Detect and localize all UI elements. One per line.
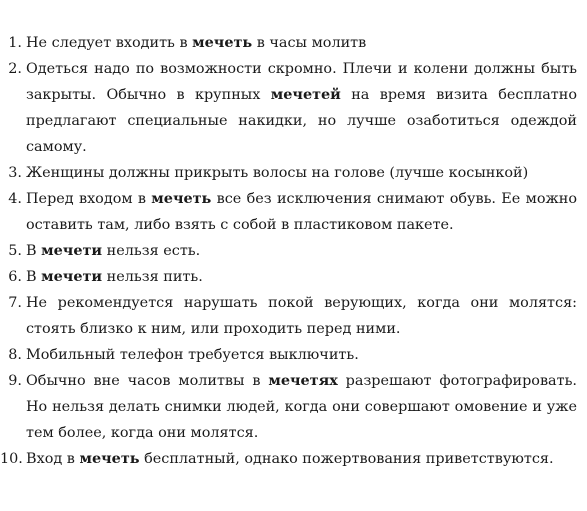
rule-text — [26, 191, 577, 233]
rule-keyword: мечеть — [151, 190, 212, 207]
rule-item — [0, 30, 587, 56]
rule-text — [26, 35, 366, 51]
rule-fragment: Не следует входить в — [26, 35, 193, 51]
rule-text — [26, 347, 359, 363]
mosque-rules-list — [0, 30, 587, 472]
rule-number: 2. — [8, 61, 22, 77]
rule-text — [26, 295, 577, 337]
rule-text — [26, 451, 554, 467]
rule-number: 6. — [8, 269, 22, 285]
rule-text — [26, 269, 203, 285]
rule-item — [0, 56, 587, 160]
rule-text — [26, 61, 577, 155]
rule-keyword: мечетей — [270, 86, 341, 103]
rule-item — [0, 446, 587, 472]
rule-number: 1. — [8, 35, 22, 51]
rule-item — [0, 160, 587, 186]
rule-keyword: мечети — [41, 242, 103, 259]
rule-number: 4. — [8, 191, 22, 207]
rule-number: 5. — [8, 243, 22, 259]
rule-fragment: все без исключения снимают обувь. Ее можно оставить там, либо взять с собой в пластиковом пакете. — [26, 191, 577, 233]
rule-fragment: Одеться надо по возможности скромно. Плечи и колени должны быть закрыты. Обычно в крупных — [26, 61, 577, 103]
rule-keyword: мечеть — [79, 450, 140, 467]
rule-fragment: Обычно вне часов молитвы в — [26, 373, 269, 389]
rule-item — [0, 238, 587, 264]
rule-fragment: бесплатный, однако пожертвования приветствуются. — [139, 451, 554, 467]
rule-text — [26, 243, 200, 259]
rule-keyword: мечеть — [192, 34, 253, 51]
document-body — [0, 30, 587, 472]
rule-item — [0, 264, 587, 290]
rule-fragment: Женщины должны прикрыть волосы на голове (лучше косынкой) — [26, 165, 529, 181]
rule-item — [0, 186, 587, 238]
rule-fragment: Не рекомендуется нарушать покой верующих, когда они молятся: стоять близко к ним, или проходить перед ними. — [26, 295, 577, 337]
rule-number: 3. — [8, 165, 22, 181]
rule-number: 10. — [0, 451, 23, 467]
rule-text — [26, 373, 577, 441]
rule-fragment: Мобильный телефон требуется выключить. — [26, 347, 359, 363]
rule-fragment: В — [26, 243, 42, 259]
rule-fragment: Вход в — [26, 451, 80, 467]
rule-fragment: на время визита бесплатно предлагают специальные накидки, но лучше озаботиться одеждой самому. — [26, 87, 578, 155]
rule-number: 9. — [8, 373, 22, 389]
rule-fragment: нельзя пить. — [102, 269, 203, 285]
rule-fragment: в часы молитв — [252, 35, 367, 51]
rule-fragment: разрешают фотографировать. Но нельзя делать снимки людей, когда они совершают омовение и уже тем более, когда они молятся. — [26, 373, 577, 441]
rule-fragment: В — [26, 269, 42, 285]
rule-fragment: Перед входом в — [26, 191, 152, 207]
rule-number: 8. — [8, 347, 22, 363]
rule-fragment: нельзя есть. — [102, 243, 201, 259]
rule-item — [0, 342, 587, 368]
rule-item — [0, 368, 587, 446]
rule-item — [0, 290, 587, 342]
rule-keyword: мечети — [41, 268, 103, 285]
rule-text — [26, 165, 528, 181]
rule-keyword: мечетях — [268, 372, 338, 389]
rule-number: 7. — [8, 295, 22, 311]
